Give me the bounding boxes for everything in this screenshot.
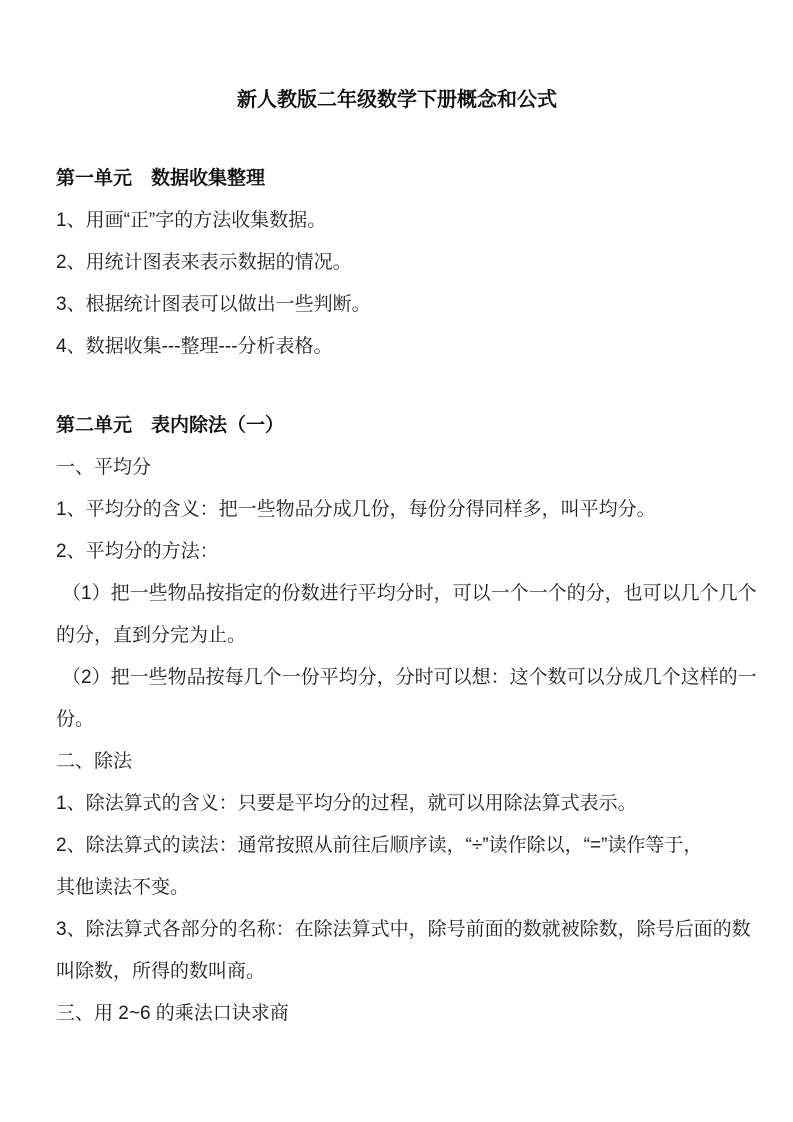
text-line: 2、用统计图表来表示数据的情况。 xyxy=(56,252,352,273)
text-line: 3、除法算式各部分的名称：在除法算式中，除号前面的数就被除数，除号后面的数 xyxy=(56,919,751,940)
text-line: 三、用 2~6 的乘法口诀求商 xyxy=(56,1003,289,1024)
text-line: （2）把一些物品按每几个一份平均分，分时可以想：这个数可以分成几个这样的一 xyxy=(62,667,757,688)
text-line: 1、平均分的含义：把一些物品分成几份，每份分得同样多，叫平均分。 xyxy=(56,499,656,520)
text-line: （1）把一些物品按指定的份数进行平均分时，可以一个一个的分，也可以几个几个 xyxy=(62,583,757,604)
document-title: 新人教版二年级数学下册概念和公式 xyxy=(237,89,557,111)
text-line: 的分，直到分完为止。 xyxy=(56,625,247,646)
text-line: 1、除法算式的含义：只要是平均分的过程，就可以用除法算式表示。 xyxy=(56,793,637,814)
unit-heading: 第二单元 表内除法（一） xyxy=(56,415,285,436)
text-line: 3、根据统计图表可以做出一些判断。 xyxy=(56,294,371,315)
text-line: 1、用画“正”字的方法收集数据。 xyxy=(56,210,327,231)
text-line: 2、除法算式的读法：通常按照从前往后顺序读，“÷”读作除以，“=”读作等于， xyxy=(56,835,703,856)
text-line: 其他读法不变。 xyxy=(56,877,190,898)
text-line: 4、数据收集---整理---分析表格。 xyxy=(56,336,333,357)
text-line: 一、平均分 xyxy=(56,457,152,478)
text-line: 叫除数，所得的数叫商。 xyxy=(56,961,266,982)
text-line: 二、除法 xyxy=(56,751,133,772)
document-body xyxy=(56,158,757,1035)
text-line: 2、平均分的方法： xyxy=(56,541,219,562)
text-line: 份。 xyxy=(56,709,95,730)
unit-heading: 第一单元 数据收集整理 xyxy=(56,168,266,189)
